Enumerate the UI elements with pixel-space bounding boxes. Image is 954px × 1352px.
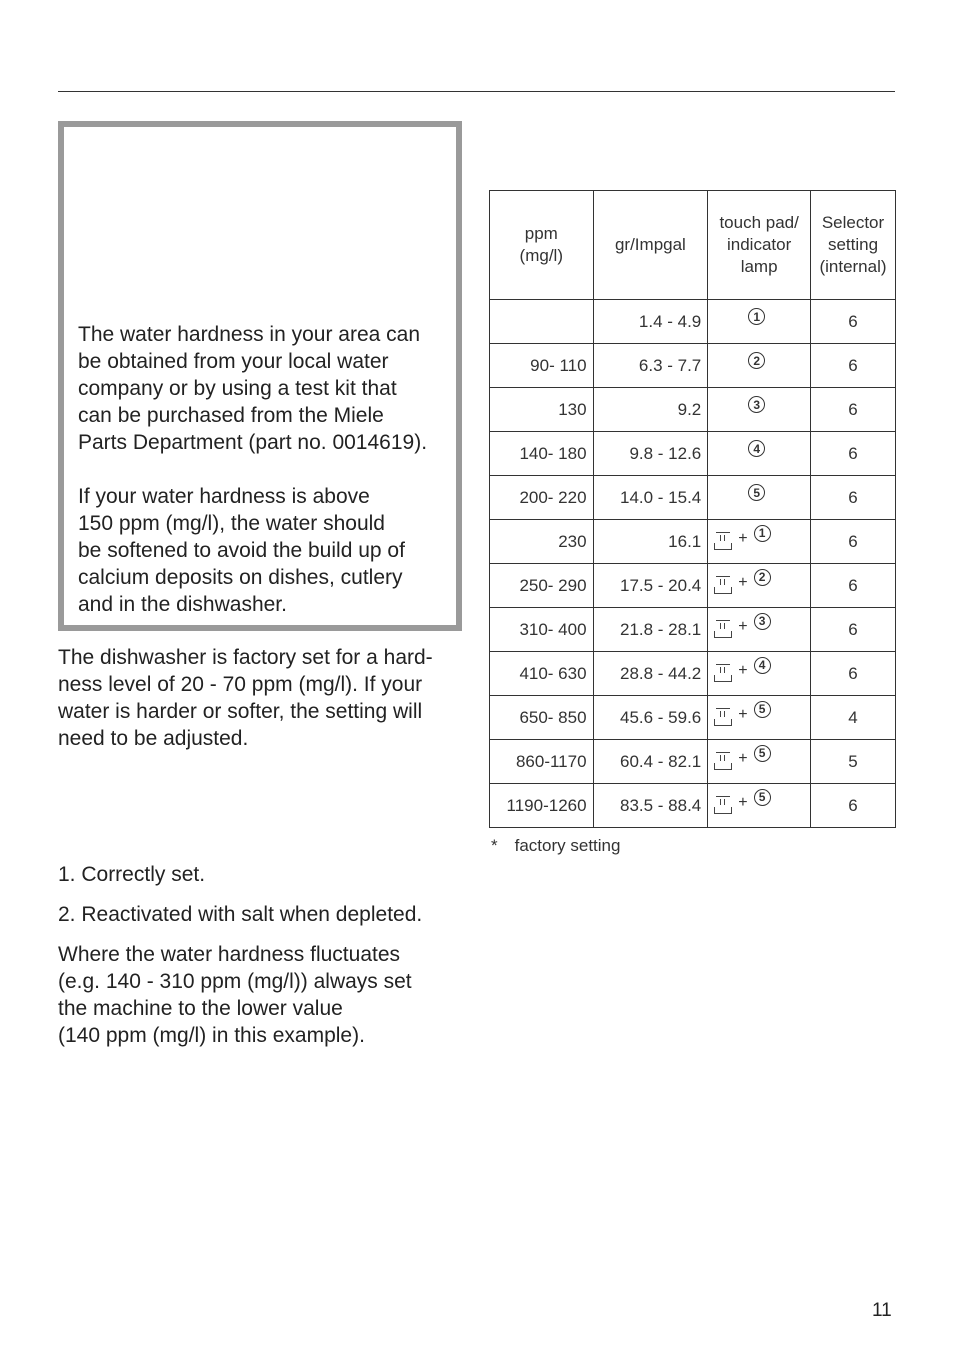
header-gr-impgal: gr/Impgal — [593, 191, 708, 300]
salt-indicator-icon — [714, 705, 732, 726]
lamp-number-circle-icon: 1 — [748, 308, 765, 325]
cell-gr-impgal: 45.6 - 59.6 — [593, 696, 708, 740]
table-row — [490, 432, 896, 476]
lamp-number-circle-icon: 2 — [754, 569, 771, 586]
cell-ppm: 250- 290 — [490, 564, 594, 608]
cell-gr-impgal: 83.5 - 88.4 — [593, 784, 708, 828]
cell-gr-impgal: 16.1 — [593, 520, 708, 564]
cell-selector: 6 — [811, 388, 896, 432]
water-hardness-table — [489, 190, 896, 828]
cell-selector: 5 — [811, 740, 896, 784]
footnote-marker: * — [491, 836, 498, 855]
table-row — [490, 564, 896, 608]
plus-sign: + — [738, 706, 748, 723]
cell-ppm — [490, 300, 594, 344]
cell-ppm: 650- 850 — [490, 696, 594, 740]
header-touch-pad: touch pad/ indicator lamp — [708, 191, 811, 300]
cell-selector: 6 — [811, 432, 896, 476]
cell-ppm: 230 — [490, 520, 594, 564]
table-row — [490, 344, 896, 388]
plus-sign: + — [738, 574, 748, 591]
lamp-number-circle-icon: 2 — [748, 352, 765, 369]
touch-pad-indicator — [714, 746, 770, 770]
lamp-number-circle-icon: 5 — [748, 484, 765, 501]
touch-pad-indicator — [714, 614, 770, 638]
lamp-number-circle-icon: 5 — [754, 789, 771, 806]
touch-pad-indicator — [714, 526, 770, 550]
header-selector: Selector setting (internal) — [811, 191, 896, 300]
cell-gr-impgal: 1.4 - 4.9 — [593, 300, 708, 344]
cell-touch-pad — [708, 520, 811, 564]
cell-ppm: 1190-1260 — [490, 784, 594, 828]
table-row — [490, 300, 896, 344]
cell-ppm: 410- 630 — [490, 652, 594, 696]
cell-selector: 6 — [811, 300, 896, 344]
salt-indicator-icon — [714, 573, 732, 594]
footnote — [491, 836, 620, 856]
salt-indicator-icon — [714, 529, 732, 550]
cell-ppm: 140- 180 — [490, 432, 594, 476]
cell-gr-impgal: 6.3 - 7.7 — [593, 344, 708, 388]
footnote-text: factory setting — [514, 836, 621, 855]
page-number: 11 — [872, 1300, 892, 1321]
table-header-row — [490, 191, 896, 300]
cell-touch-pad — [708, 344, 811, 388]
lamp-number-circle-icon: 3 — [748, 396, 765, 413]
salt-indicator-icon — [714, 749, 732, 770]
table-row — [490, 696, 896, 740]
touch-pad-indicator — [714, 658, 770, 682]
cell-ppm: 90- 110 — [490, 344, 594, 388]
cell-touch-pad — [708, 696, 811, 740]
table-row — [490, 520, 896, 564]
cell-selector: 6 — [811, 564, 896, 608]
table-row — [490, 608, 896, 652]
cell-gr-impgal: 14.0 - 15.4 — [593, 476, 708, 520]
table-row — [490, 476, 896, 520]
lamp-number-circle-icon: 5 — [754, 745, 771, 762]
cell-selector: 4 — [811, 696, 896, 740]
touch-pad-indicator — [748, 397, 765, 419]
salt-indicator-icon — [714, 661, 732, 682]
cell-selector: 6 — [811, 520, 896, 564]
lamp-number-circle-icon: 3 — [754, 613, 771, 630]
notice-box — [58, 121, 462, 631]
cell-ppm: 860-1170 — [490, 740, 594, 784]
lamp-number-circle-icon: 4 — [754, 657, 771, 674]
plus-sign: + — [738, 794, 748, 811]
cell-selector: 6 — [811, 476, 896, 520]
cell-gr-impgal: 60.4 - 82.1 — [593, 740, 708, 784]
cell-selector: 6 — [811, 784, 896, 828]
plus-sign: + — [738, 750, 748, 767]
touch-pad-indicator — [748, 441, 765, 463]
header-ppm: ppm (mg/l) — [490, 191, 594, 300]
top-rule — [58, 91, 895, 92]
cell-gr-impgal: 9.2 — [593, 388, 708, 432]
salt-indicator-icon — [714, 793, 732, 814]
lamp-number-circle-icon: 1 — [754, 525, 771, 542]
notice-paragraph-softening: If your water hardness is above 150 ppm (mg/l), the water should be softened to avoid the build up of calcium deposits on dishes, cutlery and in the dishwasher. — [78, 485, 405, 616]
cell-gr-impgal: 9.8 - 12.6 — [593, 432, 708, 476]
list-item-reactivated: 2. Reactivated with salt when depleted. — [58, 903, 423, 926]
list-item-correctly-set: 1. Correctly set. — [58, 863, 206, 886]
cell-touch-pad — [708, 740, 811, 784]
cell-gr-impgal: 28.8 - 44.2 — [593, 652, 708, 696]
table-row — [490, 388, 896, 432]
cell-selector: 6 — [811, 344, 896, 388]
cell-touch-pad — [708, 652, 811, 696]
touch-pad-indicator — [748, 353, 765, 375]
cell-ppm: 200- 220 — [490, 476, 594, 520]
cell-selector: 6 — [811, 652, 896, 696]
cell-touch-pad — [708, 476, 811, 520]
lamp-number-circle-icon: 5 — [754, 701, 771, 718]
cell-gr-impgal: 21.8 - 28.1 — [593, 608, 708, 652]
salt-indicator-icon — [714, 617, 732, 638]
table-row — [490, 740, 896, 784]
table-row — [490, 652, 896, 696]
table-body — [490, 300, 896, 828]
notice-text — [78, 321, 448, 645]
touch-pad-indicator — [714, 702, 770, 726]
notice-paragraph-test-kit: The water hardness in your area can be obtained from your local water company or by using a test kit that can be purchased from the Miele Parts Department (part no. 0014619). — [78, 323, 428, 454]
cell-touch-pad — [708, 564, 811, 608]
cell-ppm: 130 — [490, 388, 594, 432]
plus-sign: + — [738, 530, 748, 547]
fluctuation-paragraph: Where the water hardness fluctuates (e.g. 140 - 310 ppm (mg/l)) always set the machine to the lower value (140 ppm (mg/l) in this example). — [58, 943, 412, 1047]
cell-touch-pad — [708, 608, 811, 652]
factory-setting-paragraph: The dishwasher is factory set for a hard- ness level of 20 - 70 ppm (mg/l). If your water is harder or softer, the setting will need to be adjusted. — [58, 646, 433, 750]
touch-pad-indicator — [748, 309, 765, 331]
cell-selector: 6 — [811, 608, 896, 652]
table-row — [490, 784, 896, 828]
plus-sign: + — [738, 618, 748, 635]
cell-gr-impgal: 17.5 - 20.4 — [593, 564, 708, 608]
touch-pad-indicator — [714, 790, 770, 814]
cell-touch-pad — [708, 300, 811, 344]
plus-sign: + — [738, 662, 748, 679]
cell-touch-pad — [708, 388, 811, 432]
cell-touch-pad — [708, 432, 811, 476]
cell-ppm: 310- 400 — [490, 608, 594, 652]
lamp-number-circle-icon: 4 — [748, 440, 765, 457]
touch-pad-indicator — [714, 570, 770, 594]
touch-pad-indicator — [748, 485, 765, 507]
cell-touch-pad — [708, 784, 811, 828]
